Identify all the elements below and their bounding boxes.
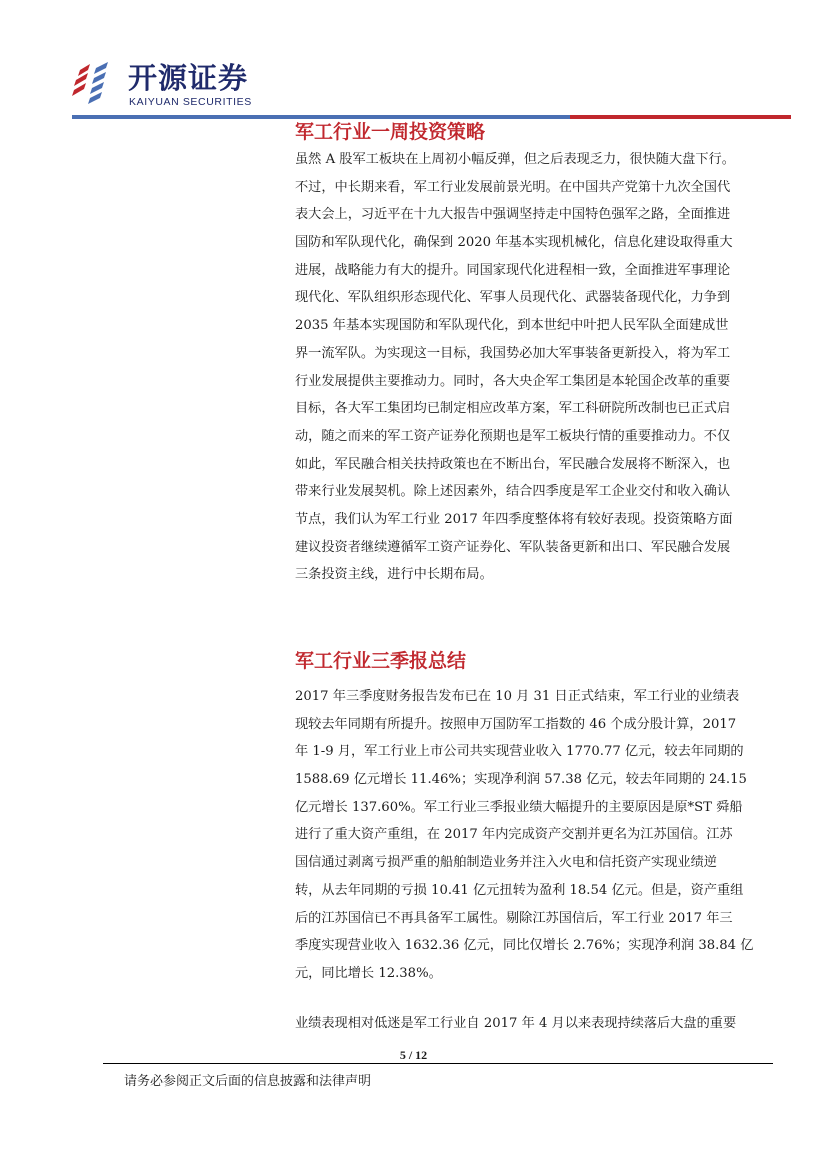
- text-line: 进展，战略能力有大的提升。同国家现代化进程相一致，全面推进军事理论: [295, 262, 731, 278]
- text-line: 亿元增长 137.60%。军工行业三季报业绩大幅提升的主要原因是原*ST 舜船: [295, 799, 743, 815]
- text-line: 2035 年基本实现国防和军队现代化，到本世纪中叶把人民军队全面建成世: [295, 318, 729, 334]
- text-line: 元，同比增长 12.38%。: [295, 965, 442, 981]
- text-line: 界一流军队。为实现这一目标，我国势必加大军事装备更新投入，将为军工: [295, 345, 731, 361]
- page-number: 5 / 12: [399, 1048, 428, 1062]
- section-title-weekly-strategy: 军工行业一周投资策略: [295, 121, 486, 143]
- footer-rule: [103, 1063, 773, 1064]
- kaiyuan-logo-mark-icon: [72, 60, 122, 108]
- text-line: 转，从去年同期的亏损 10.41 亿元扭转为盈利 18.54 亿元。但是，资产重组: [295, 882, 744, 898]
- text-line: 目标，各大军工集团均已制定相应改革方案，军工科研院所改制也已正式启: [295, 401, 731, 417]
- text-line: 现代化、军队组织形态现代化、军事人员现代化、武器装备现代化，力争到: [295, 290, 731, 306]
- text-line: 业绩表现相对低迷是军工行业自 2017 年 4 月以来表现持续落后大盘的重要: [295, 1016, 737, 1031]
- section-title-q3-summary: 军工行业三季报总结: [295, 650, 467, 672]
- paragraph-performance-continued: [295, 1010, 771, 1038]
- header-rule-red: [570, 115, 791, 119]
- paragraph-weekly-strategy: [295, 146, 771, 589]
- text-line: 1588.69 亿元增长 11.46%；实现净利润 57.38 亿元，较去年同期的 24.15: [295, 772, 747, 788]
- text-line: 后的江苏国信已不再具备军工属性。剔除江苏国信后，军工行业 2017 年三: [295, 910, 733, 926]
- kaiyuan-logo: [72, 60, 262, 110]
- text-line: 三条投资主线，进行中长期布局。: [295, 567, 493, 583]
- text-line: 现较去年同期有所提升。按照申万国防军工指数的 46 个成分股计算，2017: [295, 716, 737, 732]
- text-line: 行业发展提供主要推动力。同时，各大央企军工集团是本轮国企改革的重要: [295, 373, 731, 389]
- brand-name-en: KAIYUAN SECURITIES: [129, 96, 252, 108]
- text-line: 如此，军民融合相关扶持政策也在不断出台，军民融合发展将不断深入，也: [295, 456, 731, 472]
- text-line: 年 1-9 月，军工行业上市公司共实现营业收入 1770.77 亿元，较去年同期的: [295, 744, 744, 760]
- text-line: 国防和军队现代化，确保到 2020 年基本实现机械化，信息化建设取得重大: [295, 235, 733, 251]
- text-line: 国信通过剥离亏损严重的船舶制造业务并注入火电和信托资产实现业绩逆: [295, 855, 717, 871]
- text-line: 表大会上，习近平在十九大报告中强调坚持走中国特色强军之路，全面推进: [295, 207, 731, 223]
- text-line: 2017 年三季度财务报告发布已在 10 月 31 日正式结束，军工行业的业绩表: [295, 689, 740, 704]
- footer-disclaimer: 请务必参阅正文后面的信息披露和法律声明: [124, 1074, 372, 1089]
- text-line: 进行了重大资产重组，在 2017 年内完成资产交割并更名为江苏国信。江苏: [295, 827, 733, 843]
- text-line: 建议投资者继续遵循军工资产证券化、军队装备更新和出口、军民融合发展: [295, 539, 731, 555]
- text-line: 动，随之而来的军工资产证券化预期也是军工板块行情的重要推动力。不仅: [295, 428, 731, 444]
- brand-name-cn: 开源证券: [128, 61, 249, 95]
- text-line: 虽然 A 股军工板块在上周初小幅反弹，但之后表现乏力，很快随大盘下行。: [295, 152, 735, 167]
- text-line: 季度实现营业收入 1632.36 亿元，同比仅增长 2.76%；实现净利润 38.84 亿: [295, 938, 754, 954]
- text-line: 带来行业发展契机。除上述因素外，结合四季度是军工企业交付和收入确认: [295, 484, 731, 500]
- text-line: 节点，我们认为军工行业 2017 年四季度整体将有较好表现。投资策略方面: [295, 511, 733, 527]
- paragraph-q3-summary: [295, 683, 771, 988]
- text-line: 不过，中长期来看，军工行业发展前景光明。在中国共产党第十九次全国代: [295, 179, 731, 195]
